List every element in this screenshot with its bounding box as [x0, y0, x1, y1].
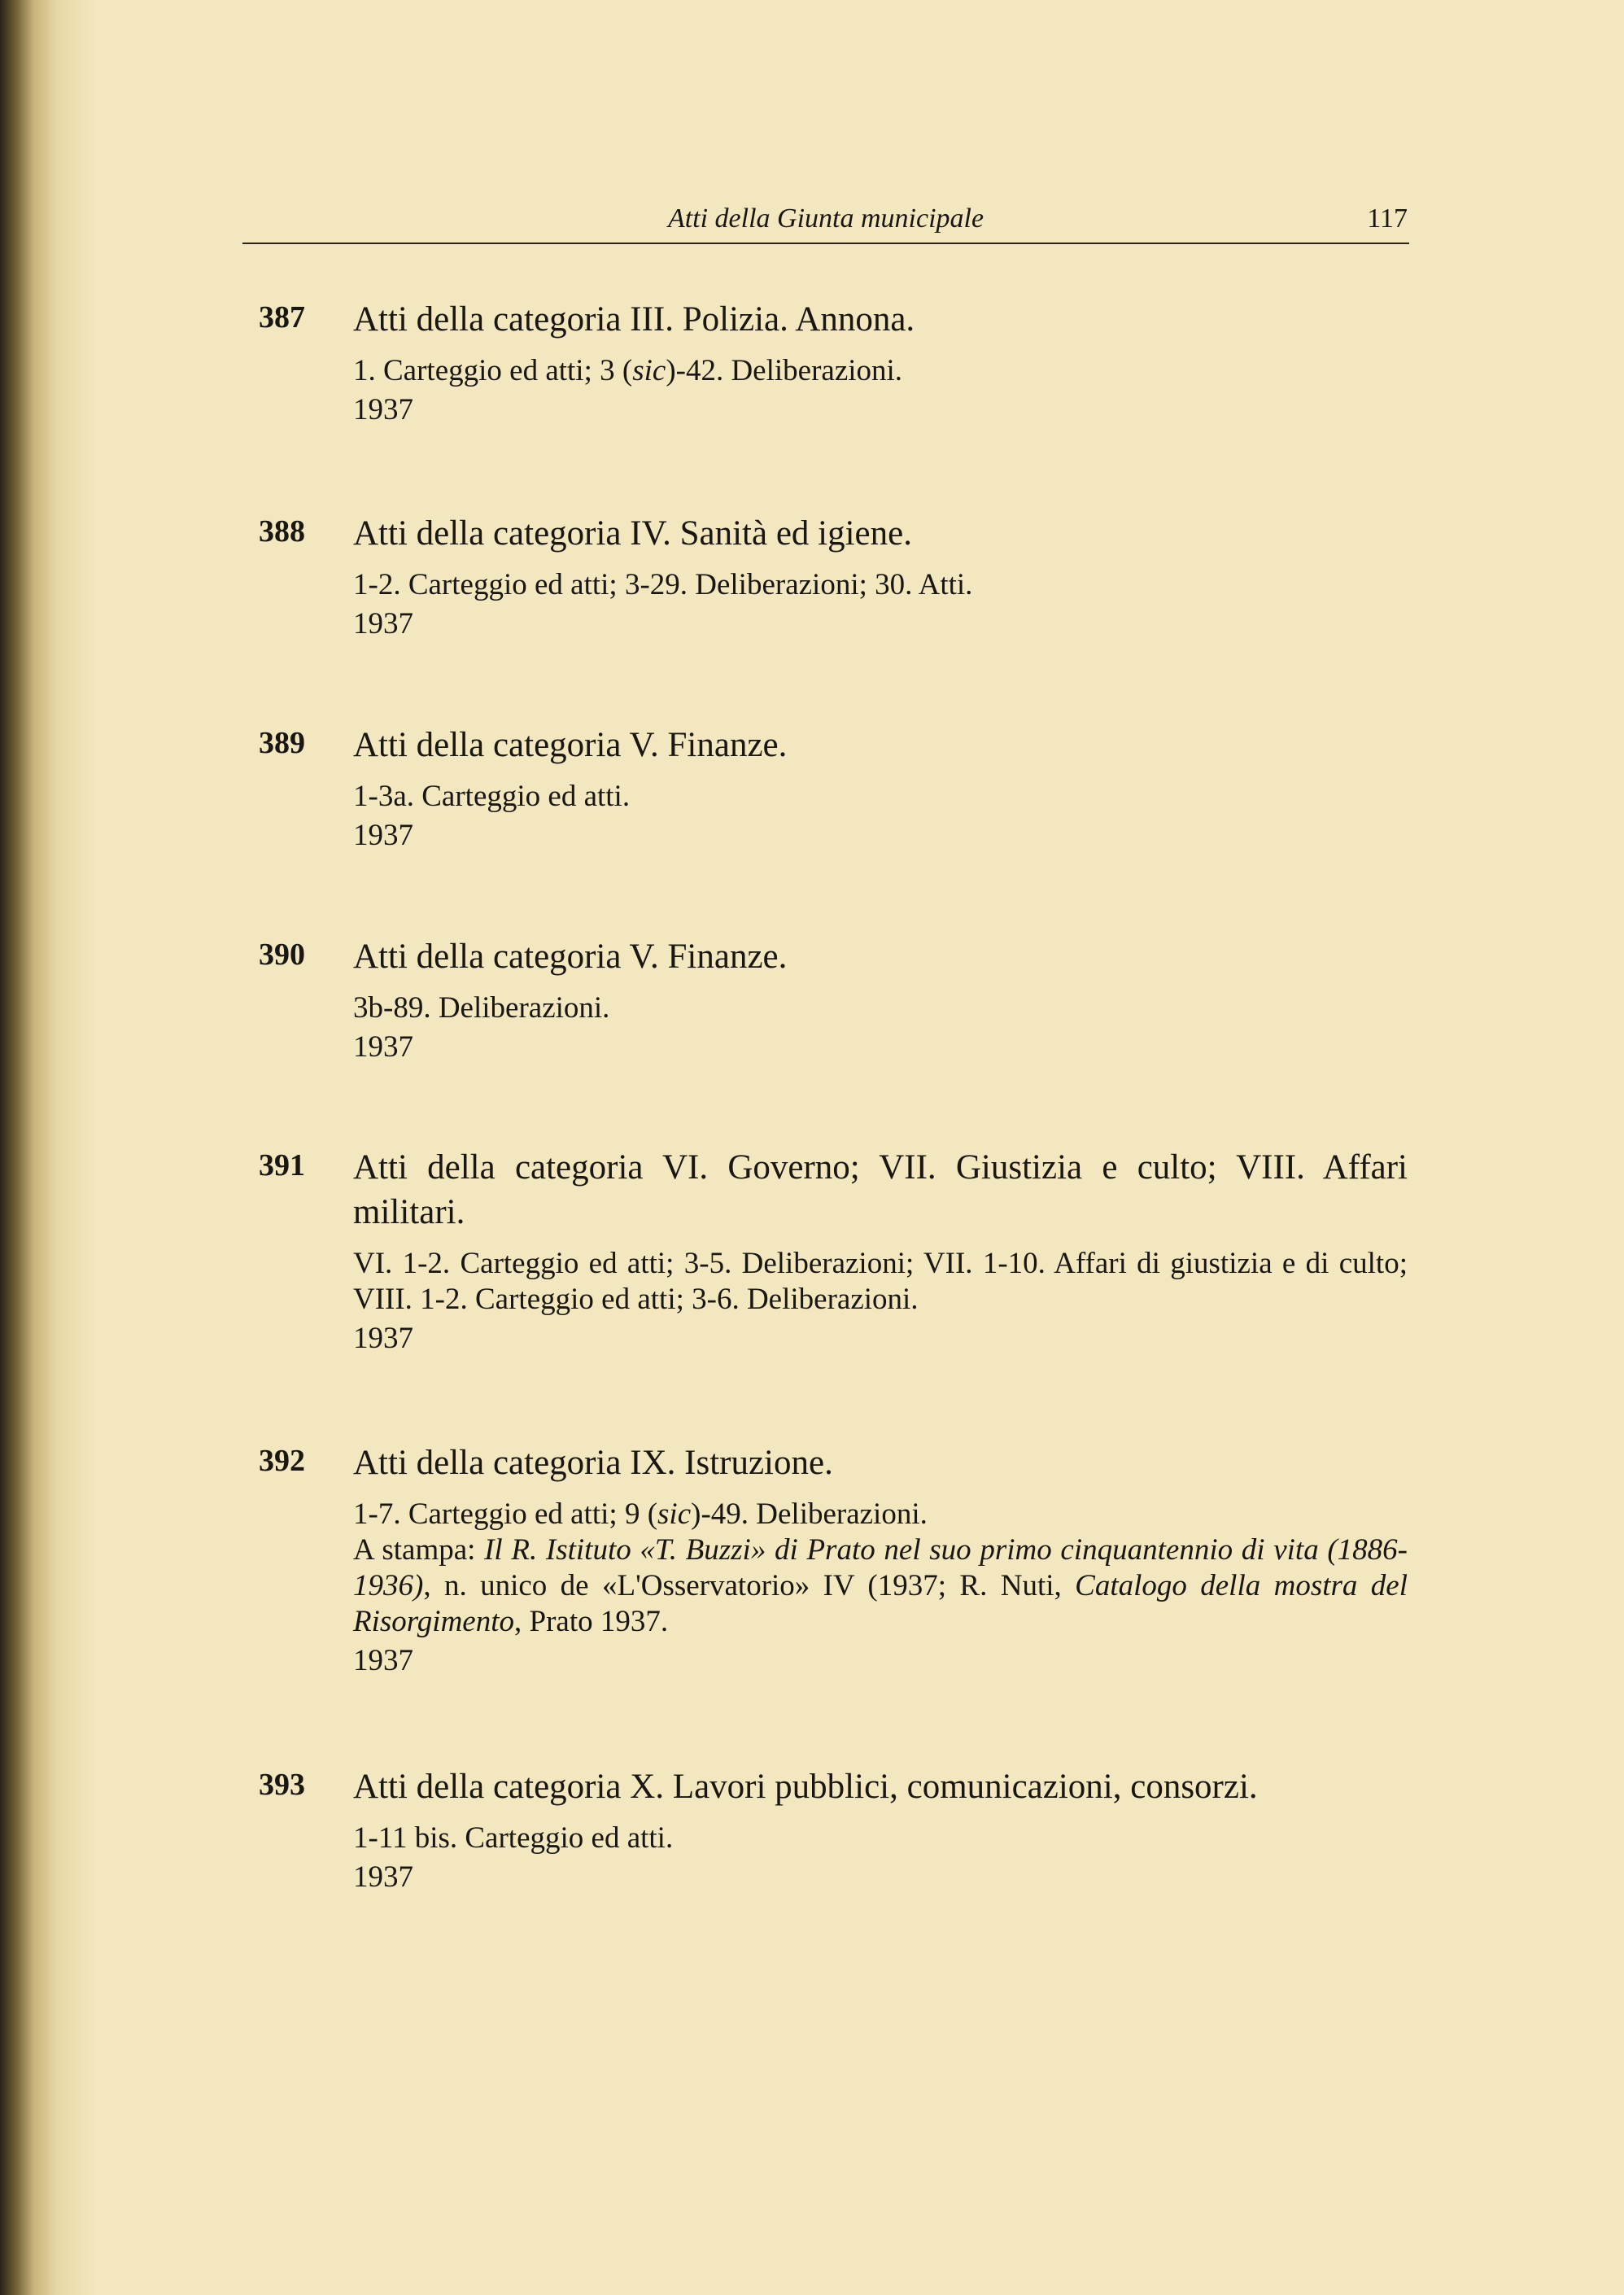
page-number: 117 — [1367, 203, 1408, 234]
page-header — [242, 202, 1409, 244]
entry-date: 1937 — [353, 1030, 413, 1064]
entry-number: 393 — [259, 1768, 305, 1802]
entry-title: Atti della categoria III. Polizia. Annona. — [353, 300, 915, 339]
entry-date: 1937 — [353, 607, 413, 640]
entry-393 — [259, 1764, 1408, 1899]
entry-title: Atti della categoria V. Finanze. — [353, 938, 788, 976]
entry-date: 1937 — [353, 819, 413, 852]
entry-number: 387 — [259, 300, 305, 334]
entry-content: 1-2. Carteggio ed atti; 3-29. Deliberazioni; 30. Atti. — [353, 568, 973, 601]
entry-title: Atti della categoria IX. Istruzione. — [353, 1444, 833, 1482]
entry-number: 389 — [259, 726, 305, 760]
entry-title: Atti della categoria V. Finanze. — [353, 726, 788, 764]
entry-content: 3b-89. Deliberazioni. — [353, 991, 610, 1025]
entry-388 — [259, 511, 1408, 645]
entry-number: 391 — [259, 1148, 305, 1182]
entry-date: 1937 — [353, 1322, 413, 1355]
entry-389 — [259, 723, 1408, 857]
publication-note: A stampa: Il R. Istituto «T. Buzzi» di Prato nel suo primo cinquantennio di vita (1886-1936), n. unico de «L'Osservatorio» IV (1937; R. Nuti, Catalogo della mostra del Risorgimento, Prato 1937. — [353, 1533, 1408, 1638]
entry-content: 1-3a. Carteggio ed atti. — [353, 780, 631, 813]
entry-date: 1937 — [353, 1860, 413, 1894]
entry-content: 1-7. Carteggio ed atti; 9 (sic)-49. Deliberazioni. A stampa: Il R. Istituto «T. Buzzi» di Prato nel suo primo cinquantennio di vita (1886-1936), n. unico de «L'Osservatorio» IV (1937; R. Nuti, Catalogo della mostra del Risorgimento, Prato 1937. — [353, 1497, 1408, 1638]
entry-title: Atti della categoria X. Lavori pubblici, comunicazioni, consorzi. — [353, 1768, 1258, 1806]
entry-date: 1937 — [353, 1644, 413, 1677]
entry-number: 388 — [259, 514, 305, 549]
entry-number: 392 — [259, 1444, 305, 1478]
entry-content: 1-11 bis. Carteggio ed atti. — [353, 1821, 674, 1855]
entry-content: VI. 1-2. Carteggio ed atti; 3-5. Deliberazioni; VII. 1-10. Affari di giustizia e di culto; VIII. 1-2. Carteggio ed atti; 3-6. Deliberazioni. — [353, 1247, 1408, 1316]
entry-date: 1937 — [353, 393, 413, 426]
entry-number: 390 — [259, 938, 305, 972]
entry-390 — [259, 934, 1408, 1069]
entry-387 — [259, 297, 1408, 431]
entry-title: Atti della categoria IV. Sanità ed igiene. — [353, 514, 912, 553]
entry-391 — [259, 1145, 1408, 1360]
running-title: Atti della Giunta municipale — [667, 203, 984, 234]
entry-392 — [259, 1440, 1408, 1682]
entry-content: 1. Carteggio ed atti; 3 (sic)-42. Deliberazioni. — [353, 354, 903, 387]
entry-title: Atti della categoria VI. Governo; VII. Giustizia e culto; VIII. Affari militari. — [353, 1148, 1408, 1231]
